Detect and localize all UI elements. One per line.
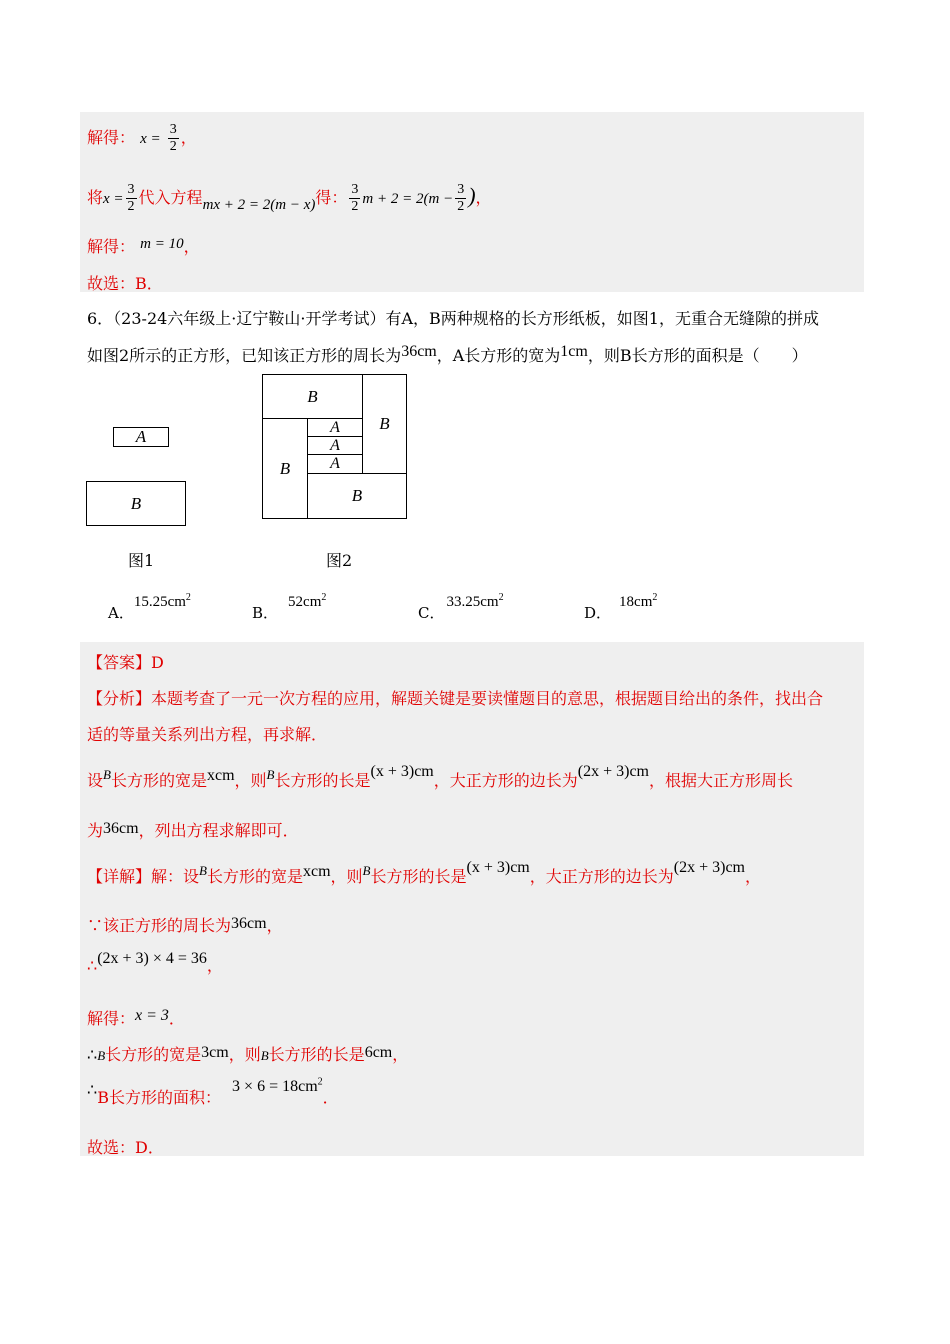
- var: B: [260, 1048, 269, 1063]
- analysis-line-3: [87, 763, 794, 791]
- equation: x =: [103, 191, 124, 207]
- equation: [232, 1078, 323, 1095]
- equation: m + 2 = 2(m −: [362, 191, 454, 207]
- fig2-square: [262, 374, 407, 519]
- text: ，根据大正方形周长: [649, 771, 794, 790]
- text: ，: [392, 1045, 409, 1064]
- equation-text: 3 × 6 = 18cm: [232, 1078, 318, 1095]
- expr: 3cm: [201, 1044, 229, 1061]
- var: B: [266, 767, 275, 782]
- choose-line-b: 故选：B．: [87, 274, 163, 293]
- denominator: 2: [169, 139, 177, 154]
- fig2-rect-a-1: A: [307, 418, 363, 437]
- numerator: 3: [457, 182, 465, 197]
- punct: ，: [206, 956, 223, 975]
- detail-line-3: [87, 950, 223, 976]
- punct: ．: [322, 1088, 339, 1107]
- expr: (x + 3)cm: [466, 859, 530, 876]
- var: B: [103, 767, 111, 782]
- option-letter: D．: [584, 604, 612, 622]
- punct: ，: [180, 128, 197, 147]
- option-letter: C．: [418, 604, 445, 622]
- text: ，则: [234, 771, 267, 790]
- equation: (2x + 3) × 4 = 36: [97, 950, 207, 967]
- therefore-symbol: ∴: [87, 956, 98, 975]
- option-value: [288, 594, 326, 610]
- label: 解得：: [87, 1009, 136, 1028]
- superscript: 2: [321, 592, 327, 603]
- therefore-symbol: ∴: [87, 1080, 98, 1099]
- value-text: 52cm: [288, 594, 322, 610]
- text: 长方形的宽是: [206, 867, 303, 886]
- fraction: [168, 122, 179, 155]
- text: 长方形的长是: [268, 1045, 365, 1064]
- fig1-rect-b: B: [86, 481, 186, 526]
- text: 【详解】解：设: [87, 867, 200, 886]
- solve-line-2: [87, 234, 200, 257]
- option-b[interactable]: [252, 592, 327, 623]
- value: 36cm: [401, 343, 437, 360]
- analysis-line-1: 【分析】本题考查了一元一次方程的应用，解题关键是要读懂题目的意思，根据题目给出的条件，找出合: [87, 689, 824, 708]
- caption-fig1: 图1: [128, 551, 155, 570]
- fraction: [349, 182, 360, 215]
- question-line-2: [87, 343, 808, 366]
- substitute-line: [87, 182, 492, 215]
- option-d[interactable]: [584, 592, 658, 623]
- text: B长方形的面积：: [97, 1088, 221, 1107]
- value: 1cm: [560, 343, 588, 360]
- therefore-symbol: ∴: [87, 1045, 98, 1064]
- expr: (2x + 3)cm: [673, 859, 745, 876]
- denominator: 2: [457, 199, 465, 214]
- fig2-rect-b-left: B: [262, 418, 308, 519]
- value-text: 18cm: [619, 594, 653, 610]
- fraction: [455, 182, 466, 215]
- equation: m = 10: [140, 236, 184, 252]
- superscript: 2: [185, 592, 191, 603]
- option-value: [619, 594, 657, 610]
- fig2-rect-b-bottom: B: [307, 473, 407, 519]
- fig1-rect-a: A: [113, 427, 169, 447]
- fig2-rect-a-3: A: [307, 454, 363, 474]
- numerator: 3: [351, 182, 359, 197]
- text: ，则: [228, 1045, 261, 1064]
- option-c[interactable]: [418, 592, 504, 623]
- option-a[interactable]: [108, 592, 191, 623]
- option-letter: B．: [252, 604, 279, 622]
- superscript: 2: [317, 1076, 323, 1088]
- punct: ，: [183, 237, 200, 256]
- text: ，: [745, 867, 762, 886]
- expr: (2x + 3)cm: [577, 763, 649, 780]
- fig2-rect-b-top: B: [262, 374, 363, 419]
- text: 设: [87, 771, 104, 790]
- label: 解得：: [87, 237, 136, 256]
- equation: x = 3: [135, 1007, 169, 1024]
- choose-line-d: 故选：D．: [87, 1138, 164, 1157]
- text: 长方形的宽是: [110, 771, 207, 790]
- expr: 36cm: [231, 915, 267, 932]
- text: 将: [87, 188, 104, 207]
- text: 得：: [315, 188, 348, 207]
- denominator: 2: [127, 199, 135, 214]
- text: ，大正方形的边长为: [529, 867, 674, 886]
- value-text: 33.25cm: [446, 594, 499, 610]
- var: B: [362, 863, 371, 878]
- var: B: [199, 863, 207, 878]
- numerator: 3: [127, 182, 135, 197]
- text: ∵该正方形的周长为: [87, 916, 232, 935]
- text: ，: [266, 916, 283, 935]
- punct: ，: [475, 188, 492, 207]
- analysis-line-2: 适的等量关系列出方程，再求解．: [87, 725, 328, 744]
- text: 长方形的长是: [370, 867, 467, 886]
- fig2-rect-a-2: A: [307, 436, 363, 455]
- expr: (x + 3)cm: [370, 763, 434, 780]
- value-text: 15.25cm: [133, 594, 186, 610]
- superscript: 2: [498, 592, 504, 603]
- expr: xcm: [302, 863, 331, 880]
- expr: xcm: [206, 767, 235, 784]
- text: 长方形的宽是: [105, 1045, 202, 1064]
- option-letter: A．: [108, 604, 134, 622]
- detail-line-4: [87, 1006, 185, 1029]
- text: ，列出方程求解即可．: [138, 821, 299, 840]
- expr: 6cm: [364, 1044, 393, 1061]
- text: ，大正方形的边长为: [433, 771, 578, 790]
- text: ，A长方形的宽为: [436, 346, 561, 365]
- text: ，则: [330, 867, 363, 886]
- expr: 36cm: [103, 820, 139, 837]
- text: ，则B长方形的面积是（ ）: [587, 346, 808, 365]
- equation: x =: [140, 131, 161, 147]
- text: 为: [87, 821, 104, 840]
- fraction: [126, 182, 137, 215]
- solve-line-1: [87, 122, 197, 155]
- detail-line-1: [87, 859, 762, 887]
- punct: ．: [168, 1009, 185, 1028]
- numerator: 3: [169, 122, 177, 137]
- answer-line: 【答案】D: [87, 653, 164, 672]
- label: 解得：: [87, 128, 136, 147]
- option-value: [134, 594, 191, 610]
- detail-line-6: [87, 1076, 339, 1108]
- solution-panel: [80, 642, 864, 1156]
- detail-line-5: [87, 1042, 408, 1065]
- option-value: [446, 594, 503, 610]
- question-line-1: 6．（23-24六年级上·辽宁鞍山·开学考试）有A，B两种规格的长方形纸板，如图1，无重合无缝隙的拼成: [87, 309, 819, 328]
- var: B: [97, 1048, 106, 1063]
- fig2-rect-b-right: B: [362, 374, 407, 474]
- paren: ): [468, 183, 476, 208]
- caption-fig2: 图2: [326, 551, 353, 570]
- superscript: 2: [652, 592, 658, 603]
- analysis-line-4: [87, 818, 299, 841]
- text: 代入方程: [138, 188, 203, 207]
- denominator: 2: [351, 199, 359, 214]
- equation: mx + 2 = 2(m − x): [202, 197, 316, 213]
- text: 长方形的长是: [274, 771, 371, 790]
- detail-line-2: [87, 913, 283, 936]
- text: 如图2所示的正方形，已知该正方形的周长为: [87, 346, 402, 365]
